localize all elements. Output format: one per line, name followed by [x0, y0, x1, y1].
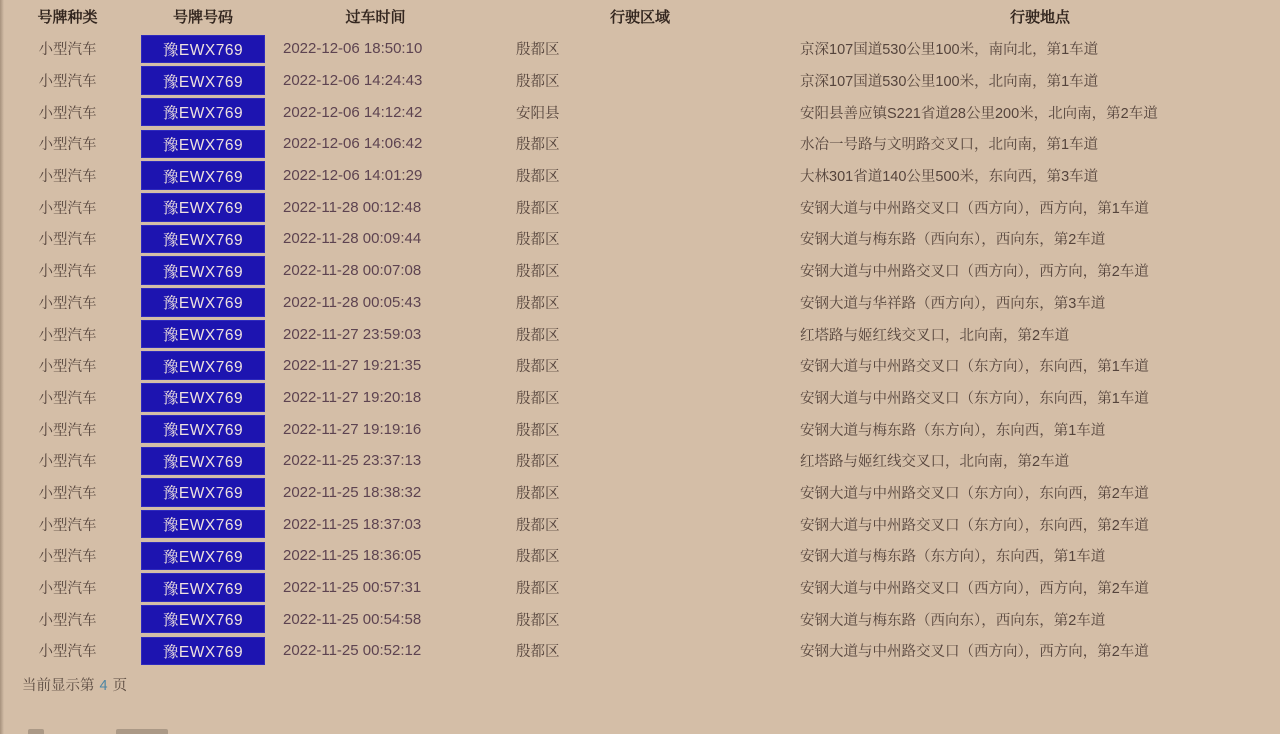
cell-pass-time: 2022-11-25 18:37:03 [283, 515, 422, 533]
cell-location: 安钢大道与中州路交叉口（西方向），西方向，第2车道 [800, 581, 1149, 598]
plate-number-badge[interactable]: 豫EWX769 [141, 573, 265, 602]
cell-pass-time: 2022-11-25 00:57:31 [283, 579, 422, 597]
cell-location: 安钢大道与中州路交叉口（东方向），东向西，第1车道 [800, 359, 1149, 376]
cell-area: 殷都区 [516, 485, 560, 502]
clipped-glyph-fragment [116, 729, 168, 734]
cell-plate-type: 小型汽车 [38, 549, 97, 566]
cell-plate-number [135, 447, 271, 476]
cell-pass-time: 2022-11-28 00:09:44 [283, 230, 422, 248]
plate-number-badge[interactable]: 豫EWX769 [141, 542, 265, 571]
plate-number-badge[interactable]: 豫EWX769 [141, 478, 265, 507]
cell-location: 安钢大道与梅东路（东方向），东向西，第1车道 [800, 422, 1106, 439]
cell-location: 安钢大道与梅东路（东方向），东向西，第1车道 [800, 549, 1106, 566]
cell-location: 安钢大道与中州路交叉口（东方向），东向西，第1车道 [800, 390, 1149, 407]
cell-plate-type: 小型汽车 [38, 390, 97, 407]
cell-location: 安钢大道与梅东路（西向东），西向东，第2车道 [800, 612, 1106, 629]
table-row [0, 635, 1280, 667]
plate-number-badge[interactable]: 豫EWX769 [141, 605, 265, 634]
cell-plate-number [135, 161, 271, 190]
cell-location: 水冶一号路与文明路交叉口，北向南，第1车道 [800, 137, 1099, 154]
header-area: 行驶区域 [609, 9, 670, 26]
table-row [0, 477, 1280, 509]
header-plate-number: 号牌号码 [172, 9, 233, 26]
cell-plate-number [135, 130, 271, 159]
plate-number-badge[interactable]: 豫EWX769 [141, 383, 265, 412]
cell-pass-time: 2022-11-28 00:12:48 [283, 198, 422, 216]
plate-number-badge[interactable]: 豫EWX769 [141, 637, 265, 666]
clipped-glyph-fragment [28, 729, 44, 734]
table-row [0, 191, 1280, 223]
cell-area: 殷都区 [516, 612, 560, 629]
cell-pass-time: 2022-12-06 14:24:43 [283, 72, 423, 90]
plate-number-badge[interactable]: 豫EWX769 [141, 447, 265, 476]
cell-area: 殷都区 [516, 200, 560, 217]
table-header [0, 0, 1280, 33]
pagination-suffix: 页 [112, 677, 128, 694]
plate-number-badge[interactable]: 豫EWX769 [141, 510, 265, 539]
table-row [0, 33, 1280, 65]
cell-pass-time: 2022-11-27 19:20:18 [283, 388, 422, 406]
cell-area: 殷都区 [516, 232, 560, 249]
cell-plate-type: 小型汽车 [38, 454, 97, 471]
cell-pass-time: 2022-12-06 14:01:29 [283, 167, 423, 185]
header-plate-type: 号牌种类 [37, 9, 98, 26]
cell-area: 殷都区 [516, 422, 560, 439]
table-row [0, 255, 1280, 287]
table-row [0, 382, 1280, 414]
cell-plate-number [135, 193, 271, 222]
plate-number-badge[interactable]: 豫EWX769 [141, 415, 265, 444]
table-row [0, 223, 1280, 255]
table-row [0, 413, 1280, 445]
cell-area: 殷都区 [516, 454, 560, 471]
pagination-prefix: 当前显示第 [22, 677, 95, 694]
cell-plate-type: 小型汽车 [38, 264, 97, 281]
cell-plate-number [135, 256, 271, 285]
table-row [0, 287, 1280, 319]
plate-number-badge[interactable]: 豫EWX769 [141, 320, 265, 349]
cell-location: 京深107国道530公里100米，北向南，第1车道 [800, 74, 1099, 91]
cell-area: 殷都区 [516, 644, 560, 661]
cell-area: 安阳县 [516, 105, 560, 122]
cell-area: 殷都区 [516, 390, 560, 407]
table-row [0, 318, 1280, 350]
cell-plate-number [135, 66, 271, 95]
cell-pass-time: 2022-11-27 19:19:16 [283, 420, 422, 438]
pagination-status [0, 674, 1280, 695]
cell-plate-type: 小型汽车 [38, 359, 97, 376]
cell-plate-number [135, 605, 271, 634]
cell-plate-number [135, 351, 271, 380]
cell-plate-type: 小型汽车 [38, 581, 97, 598]
cell-location: 大林301省道140公里500米，东向西，第3车道 [800, 169, 1099, 186]
table-row [0, 540, 1280, 572]
table-row [0, 445, 1280, 477]
cell-plate-type: 小型汽车 [38, 200, 97, 217]
cell-plate-number [135, 510, 271, 539]
cell-pass-time: 2022-11-25 18:36:05 [283, 547, 422, 565]
cell-plate-type: 小型汽车 [38, 42, 97, 59]
cell-location: 安钢大道与中州路交叉口（西方向），西方向，第2车道 [800, 644, 1149, 661]
cell-area: 殷都区 [516, 42, 560, 59]
cell-plate-number [135, 320, 271, 349]
plate-number-badge[interactable]: 豫EWX769 [141, 256, 265, 285]
cell-pass-time: 2022-12-06 14:06:42 [283, 135, 423, 153]
cell-plate-number [135, 415, 271, 444]
cell-location: 红塔路与姬红线交叉口，北向南，第2车道 [800, 454, 1070, 471]
current-page-number: 4 [99, 677, 108, 694]
plate-number-badge[interactable]: 豫EWX769 [141, 35, 265, 64]
cell-location: 安钢大道与中州路交叉口（东方向），东向西，第2车道 [800, 485, 1149, 502]
clipped-bottom-text-fragment [28, 728, 168, 734]
plate-number-badge[interactable]: 豫EWX769 [141, 193, 265, 222]
table-row [0, 350, 1280, 382]
cell-plate-type: 小型汽车 [38, 644, 97, 661]
cell-plate-type: 小型汽车 [38, 327, 97, 344]
cell-location: 安钢大道与中州路交叉口（西方向），西方向，第2车道 [800, 264, 1149, 281]
cell-pass-time: 2022-11-25 00:52:12 [283, 642, 422, 660]
plate-number-badge[interactable]: 豫EWX769 [141, 351, 265, 380]
table-row [0, 65, 1280, 97]
cell-plate-number [135, 35, 271, 64]
cell-plate-type: 小型汽车 [38, 137, 97, 154]
cell-location: 安钢大道与梅东路（西向东），西向东，第2车道 [800, 232, 1106, 249]
plate-number-badge[interactable]: 豫EWX769 [141, 66, 265, 95]
plate-number-badge[interactable]: 豫EWX769 [141, 288, 265, 317]
cell-pass-time: 2022-11-28 00:05:43 [283, 293, 422, 311]
cell-plate-type: 小型汽车 [38, 612, 97, 629]
table-row [0, 96, 1280, 128]
table-row [0, 572, 1280, 604]
cell-location: 安阳县善应镇S221省道28公里200米，北向南，第2车道 [800, 105, 1158, 122]
header-pass-time: 过车时间 [345, 9, 406, 26]
table-row [0, 128, 1280, 160]
plate-number-badge[interactable]: 豫EWX769 [141, 98, 265, 127]
cell-pass-time: 2022-11-28 00:07:08 [283, 262, 422, 280]
cell-plate-type: 小型汽车 [38, 517, 97, 534]
plate-number-badge[interactable]: 豫EWX769 [141, 130, 265, 159]
cell-plate-number [135, 288, 271, 317]
cell-area: 殷都区 [516, 549, 560, 566]
cell-area: 殷都区 [516, 264, 560, 281]
cell-area: 殷都区 [516, 359, 560, 376]
cell-location: 安钢大道与中州路交叉口（东方向），东向西，第2车道 [800, 517, 1149, 534]
cell-plate-number [135, 98, 271, 127]
cell-plate-number [135, 383, 271, 412]
cell-area: 殷都区 [516, 517, 560, 534]
cell-plate-type: 小型汽车 [38, 105, 97, 122]
cell-pass-time: 2022-12-06 14:12:42 [283, 103, 423, 121]
header-location: 行驶地点 [1009, 9, 1070, 26]
table-row [0, 603, 1280, 635]
cell-location: 红塔路与姬红线交叉口，北向南，第2车道 [800, 327, 1070, 344]
table-row [0, 508, 1280, 540]
cell-plate-type: 小型汽车 [38, 422, 97, 439]
cell-area: 殷都区 [516, 137, 560, 154]
cell-location: 安钢大道与中州路交叉口（西方向），西方向，第1车道 [800, 200, 1149, 217]
cell-pass-time: 2022-12-06 18:50:10 [283, 40, 423, 58]
cell-location: 安钢大道与华祥路（西方向），西向东，第3车道 [800, 295, 1106, 312]
plate-number-badge[interactable]: 豫EWX769 [141, 225, 265, 254]
cell-area: 殷都区 [516, 327, 560, 344]
cell-area: 殷都区 [516, 169, 560, 186]
cell-plate-type: 小型汽车 [38, 169, 97, 186]
cell-pass-time: 2022-11-27 23:59:03 [283, 325, 422, 343]
cell-area: 殷都区 [516, 74, 560, 91]
cell-pass-time: 2022-11-27 19:21:35 [283, 357, 422, 375]
cell-location: 京深107国道530公里100米，南向北，第1车道 [800, 42, 1099, 59]
cell-plate-number [135, 542, 271, 571]
table-row [0, 160, 1280, 192]
cell-plate-type: 小型汽车 [38, 74, 97, 91]
cell-plate-type: 小型汽车 [38, 485, 97, 502]
cell-plate-number [135, 478, 271, 507]
cell-plate-type: 小型汽车 [38, 295, 97, 312]
cell-plate-number [135, 225, 271, 254]
table-body [0, 33, 1280, 667]
cell-area: 殷都区 [516, 581, 560, 598]
cell-plate-number [135, 573, 271, 602]
plate-number-badge[interactable]: 豫EWX769 [141, 161, 265, 190]
cell-plate-type: 小型汽车 [38, 232, 97, 249]
cell-plate-number [135, 637, 271, 666]
cell-pass-time: 2022-11-25 18:38:32 [283, 483, 422, 501]
cell-pass-time: 2022-11-25 00:54:58 [283, 610, 422, 628]
cell-pass-time: 2022-11-25 23:37:13 [283, 452, 422, 470]
cell-area: 殷都区 [516, 295, 560, 312]
